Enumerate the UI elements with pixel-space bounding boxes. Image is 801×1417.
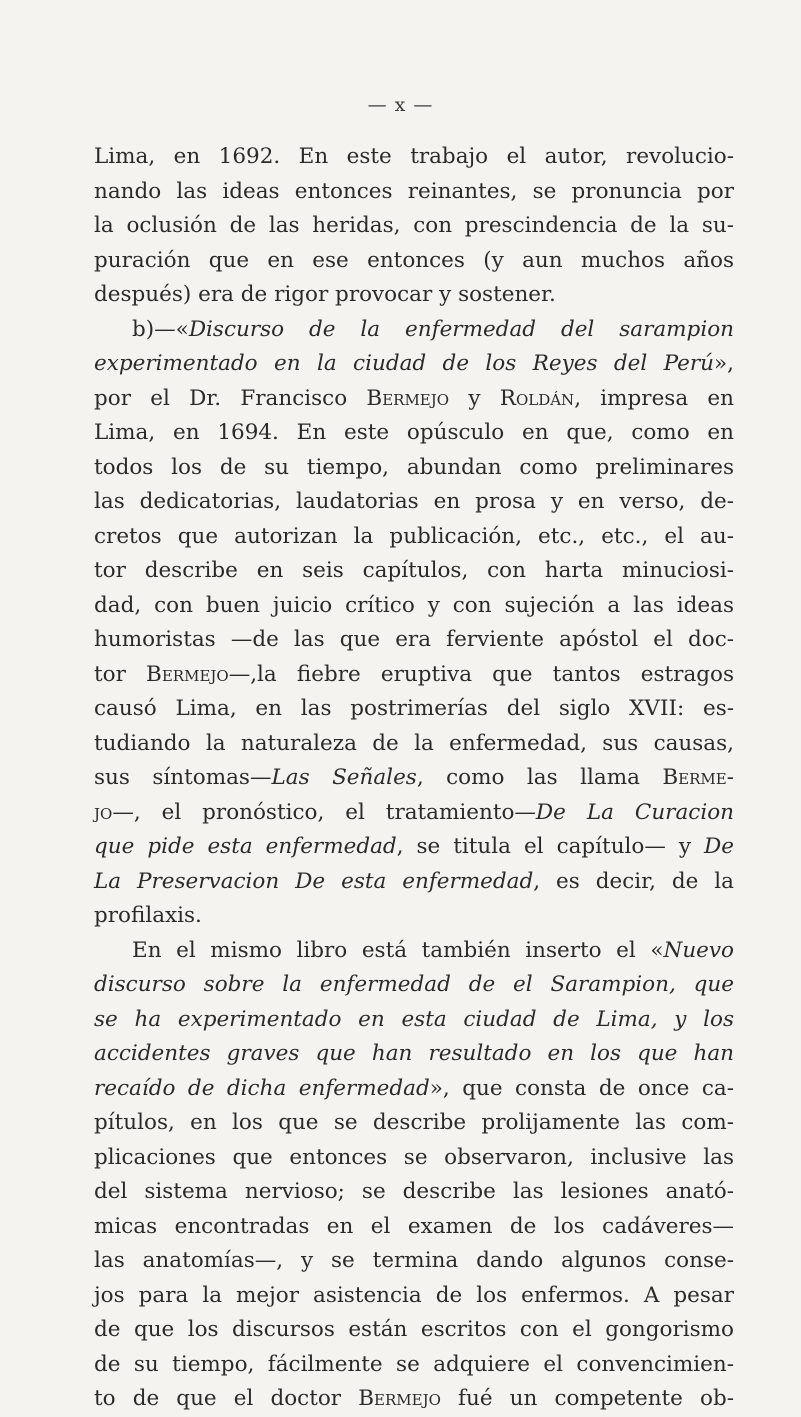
italic-title-text: Nuevo [663, 937, 734, 963]
text-segment: profilaxis. [94, 903, 202, 928]
text-segment: tor describe en seis capítulos, con harta minuciosi- [94, 558, 734, 583]
text-segment: la oclusión de las heridas, con prescindencia de la su- [94, 213, 734, 238]
text-line [94, 761, 734, 796]
text-line [94, 899, 734, 934]
text-line [94, 865, 734, 900]
text-segment: del sistema nervioso; se describe las lesiones anató- [94, 1179, 734, 1204]
italic-title-text: accidentes graves que han resultado en los que han [94, 1041, 734, 1066]
author-name: Bermejo [358, 1386, 441, 1411]
text-line [94, 658, 734, 693]
text-line [94, 520, 734, 555]
text-line [94, 1210, 734, 1245]
text-segment: todos los de su tiempo, abundan como preliminares [94, 454, 734, 480]
text-segment: —,la fiebre eruptiva que tantos estragos [228, 661, 735, 687]
text-line [94, 934, 734, 969]
text-segment: tor [94, 661, 147, 687]
text-segment: causó Lima, en las postrimerías del siglo XVII: es- [94, 696, 734, 721]
italic-title-text: se ha experimentado en esta ciudad de Lima, y los [94, 1006, 734, 1032]
text-segment: fué un competente ob- [440, 1386, 734, 1411]
text-line [94, 244, 734, 279]
text-line [94, 175, 734, 210]
text-line [94, 416, 734, 451]
text-line [94, 830, 734, 865]
text-line [94, 382, 734, 417]
text-segment: y [449, 385, 500, 411]
author-name: Berme- [662, 765, 734, 790]
author-name: jo [94, 799, 113, 825]
text-line [94, 209, 734, 244]
italic-title-text: recaído de dicha enfermedad [94, 1075, 430, 1101]
text-line [94, 692, 734, 727]
text-line [94, 1003, 734, 1038]
text-segment: después) era de rigor provocar y sostener. [94, 282, 556, 307]
text-segment: humoristas —de las que era ferviente apóstol el doc- [94, 627, 734, 652]
text-segment: tudiando la naturaleza de la enfermedad, sus causas, [94, 730, 734, 756]
text-segment: nando las ideas entonces reinantes, se pronuncia por [94, 178, 734, 204]
italic-title-text: experimentado en la ciudad de los Reyes del Perú [94, 351, 714, 376]
text-segment: —, el pronóstico, el tratamiento— [112, 799, 536, 825]
author-name: Bermejo [146, 661, 229, 687]
italic-title-text: Las Señales [271, 765, 417, 790]
text-line [94, 451, 734, 486]
text-line [94, 623, 734, 658]
body-text [94, 140, 734, 1417]
text-segment: por el Dr. Francisco [94, 385, 367, 411]
text-line [94, 1141, 734, 1176]
text-line [94, 796, 734, 831]
text-segment: de su tiempo, fácilmente se adquiere el convencimien- [94, 1351, 734, 1377]
text-segment: plicaciones que entonces se observaron, inclusive las [94, 1144, 734, 1170]
text-segment: , es decir, de la [533, 868, 734, 894]
text-segment: Lima, en 1692. En este trabajo el autor, revolucio- [94, 144, 734, 169]
author-name: Bermejo [366, 385, 450, 411]
italic-title-text: que pide esta enfermedad [94, 834, 397, 859]
text-line [94, 727, 734, 762]
text-line [94, 968, 734, 1003]
text-segment: Lima, en 1694. En este opúsculo en que, como en [94, 420, 734, 445]
text-line [94, 140, 734, 175]
text-segment: dad, con buen juicio crítico y con sujeción a las ideas [94, 592, 734, 618]
text-line [94, 278, 734, 313]
text-segment: », [714, 351, 734, 376]
text-line [94, 1106, 734, 1141]
text-line [94, 1037, 734, 1072]
text-line [94, 1382, 734, 1417]
text-segment: las anatomías—, y se termina dando algunos conse- [94, 1248, 734, 1273]
text-segment: las dedicatorias, laudatorias en prosa y en verso, de- [94, 489, 734, 514]
text-line [94, 554, 734, 589]
page-number-header: — x — [367, 94, 434, 116]
text-segment: micas encontradas en el examen de los cadáveres— [94, 1213, 734, 1239]
text-line [94, 1244, 734, 1279]
italic-title-text: Discurso de la enfermedad del sarampion [188, 316, 734, 342]
text-line [94, 1313, 734, 1348]
text-line [94, 485, 734, 520]
text-line [94, 1175, 734, 1210]
text-segment: pítulos, en los que se describe prolijamente las com- [94, 1110, 734, 1135]
text-line [94, 1348, 734, 1383]
text-line [94, 1279, 734, 1314]
text-segment: de que los discursos están escritos con el gongorismo [94, 1317, 734, 1342]
text-segment: b)—« [132, 316, 189, 342]
text-line [94, 1072, 734, 1107]
italic-title-text: La Preservacion De esta enfermedad [94, 868, 534, 894]
text-segment: , impresa en [574, 385, 734, 411]
text-segment: to de que el doctor [94, 1386, 359, 1411]
text-line [94, 347, 734, 382]
text-line [94, 313, 734, 348]
text-segment: jos para la mejor asistencia de los enfermos. A pesar [94, 1282, 734, 1308]
text-segment: », que consta de once ca- [429, 1075, 734, 1101]
text-segment: , como las llama [416, 765, 663, 790]
italic-title-text: De La Curacion [535, 799, 734, 825]
text-segment: , se titula el capítulo— y [396, 834, 705, 859]
text-segment: En el mismo libro está también inserto el « [132, 937, 664, 963]
text-line [94, 589, 734, 624]
italic-title-text: De [704, 834, 734, 859]
text-segment: sus síntomas— [94, 765, 272, 790]
author-name: Roldán [499, 385, 575, 411]
text-segment: puración que en ese entonces (y aun muchos años [94, 247, 734, 273]
text-segment: cretos que autorizan la publicación, etc., etc., el au- [94, 523, 734, 549]
italic-title-text: discurso sobre la enfermedad de el Sarampion, que [94, 972, 734, 997]
